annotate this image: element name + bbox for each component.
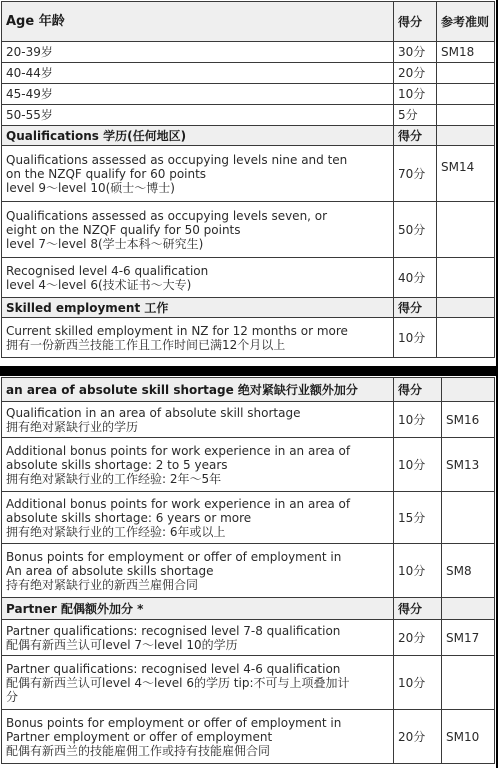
- ref-cell: [442, 656, 495, 710]
- description-line: Additional bonus points for work experience in an area of: [6, 443, 351, 458]
- score-cell: 20分: [394, 63, 437, 84]
- table-row: [2, 105, 495, 126]
- description-line: 分: [6, 689, 19, 704]
- description-line: eight on the NZQF qualify for 50 points: [6, 222, 241, 237]
- table-row: [2, 42, 495, 63]
- description-line: 配偶有新西兰认可level 7～level 10的学历: [6, 637, 238, 652]
- ref-cell: SM10: [442, 710, 495, 764]
- partner-header-row: [2, 598, 495, 620]
- ref-cell: [437, 318, 495, 358]
- score-cell: 5分: [394, 105, 437, 126]
- section-title: Partner 配偶额外加分 *: [2, 598, 394, 620]
- points-table-1: [1, 1, 495, 358]
- score-cell: 10分: [394, 84, 437, 105]
- score-cell: 10分: [394, 318, 437, 358]
- ref-cell: [442, 492, 495, 544]
- description-line: Recognised level 4-6 qualification: [6, 263, 209, 278]
- score-cell: 15分: [394, 492, 442, 544]
- description-cell: [2, 202, 394, 258]
- table-row: [2, 318, 495, 358]
- description-line: An area of absolute skills shortage: [6, 563, 214, 578]
- description-cell: [2, 710, 394, 764]
- ref-cell: SM18: [437, 42, 495, 63]
- description-cell: [2, 258, 394, 298]
- description-line: 拥有一份新西兰技能工作且工作时间已满12个月以上: [6, 337, 286, 352]
- separator-band: [0, 366, 498, 376]
- description-line: 配偶有新西兰的技能雇佣工作或持有技能雇佣合同: [6, 743, 271, 758]
- description-cell: [2, 146, 394, 202]
- age-range: 50-55岁: [2, 105, 394, 126]
- score-cell: 40分: [394, 258, 437, 298]
- description-line: 拥有绝对紧缺行业的工作经验: 2年～5年: [6, 471, 222, 486]
- table-row: [2, 258, 495, 298]
- description-cell: [2, 656, 394, 710]
- description-line: Current skilled employment in NZ for 12 months or more: [6, 323, 348, 338]
- section-score-label: 得分: [394, 378, 442, 402]
- description-cell: [2, 402, 394, 438]
- empty-cell: [442, 378, 495, 402]
- description-line: Qualifications assessed as occupying levels seven, or: [6, 208, 328, 223]
- age-header-row: [2, 2, 495, 42]
- description-line: absolute skills shortage: 6 years or more: [6, 510, 252, 525]
- table-row: [2, 146, 495, 202]
- section-score-label: 得分: [394, 598, 442, 620]
- ref-cell: SM8: [442, 544, 495, 598]
- description-cell: [2, 492, 394, 544]
- description-line: on the NZQF qualify for 60 points: [6, 166, 207, 181]
- section-title: Skilled employment 工作: [2, 298, 394, 318]
- score-cell: 10分: [394, 656, 442, 710]
- ref-cell: SM13: [442, 438, 495, 492]
- table-row: [2, 492, 495, 544]
- age-range: 20-39岁: [2, 42, 394, 63]
- section-score-label: 得分: [394, 298, 437, 318]
- empty-cell: [437, 298, 495, 318]
- description-line: Qualification in an area of absolute skill shortage: [6, 405, 301, 420]
- table-row: [2, 710, 495, 764]
- section-score-label: 得分: [394, 126, 437, 146]
- description-line: Partner qualifications: recognised level 4-6 qualification: [6, 661, 341, 676]
- ref-cell: SM14: [437, 146, 495, 202]
- score-cell: 10分: [394, 438, 442, 492]
- ref-cell: [437, 258, 495, 298]
- description-line: level 7～level 8(学士本科～研究生): [6, 236, 204, 251]
- score-cell: 30分: [394, 42, 437, 63]
- description-line: Partner employment or offer of employment: [6, 729, 273, 744]
- score-cell: 20分: [394, 620, 442, 656]
- ref-cell: [437, 202, 495, 258]
- description-line: level 4～level 6(技术证书～大专): [6, 277, 192, 292]
- description-cell: [2, 318, 394, 358]
- ref-cell: [437, 84, 495, 105]
- description-line: 拥有绝对紧缺行业的工作经验: 6年或以上: [6, 524, 226, 539]
- table-row: [2, 544, 495, 598]
- age-header-score: 得分: [394, 2, 437, 42]
- table-row: [2, 438, 495, 492]
- employment-header-row: [2, 298, 495, 318]
- table-row: [2, 202, 495, 258]
- description-line: 拥有绝对紧缺行业的学历: [6, 419, 139, 434]
- ref-cell: SM17: [442, 620, 495, 656]
- description-cell: [2, 438, 394, 492]
- table-row: [2, 656, 495, 710]
- qualifications-header-row: [2, 126, 495, 146]
- age-range: 40-44岁: [2, 63, 394, 84]
- shortage-header-row: [2, 378, 495, 402]
- description-line: Additional bonus points for work experience in an area of: [6, 496, 351, 511]
- score-cell: 20分: [394, 710, 442, 764]
- age-range: 45-49岁: [2, 84, 394, 105]
- ref-cell: SM16: [442, 402, 495, 438]
- table-row: [2, 620, 495, 656]
- description-line: level 9～level 10(硕士～博士): [6, 180, 175, 195]
- table-row: [2, 402, 495, 438]
- age-header-ref: 参考准则: [437, 2, 495, 42]
- description-cell: [2, 620, 394, 656]
- description-line: absolute skills shortage: 2 to 5 years: [6, 457, 228, 472]
- table-row: [2, 63, 495, 84]
- ref-cell: [437, 105, 495, 126]
- description-line: Bonus points for employment or offer of employment in: [6, 715, 342, 730]
- score-cell: 50分: [394, 202, 437, 258]
- empty-cell: [437, 126, 495, 146]
- section-title: an area of absolute skill shortage 绝对紧缺行业额外加分: [2, 378, 394, 402]
- description-cell: [2, 544, 394, 598]
- points-table-2: [1, 377, 495, 764]
- score-cell: 10分: [394, 544, 442, 598]
- score-cell: 10分: [394, 402, 442, 438]
- score-cell: 70分: [394, 146, 437, 202]
- ref-cell: [437, 63, 495, 84]
- section-title: Qualifications 学历(任何地区): [2, 126, 394, 146]
- table-row: [2, 84, 495, 105]
- description-line: Qualifications assessed as occupying levels nine and ten: [6, 152, 348, 167]
- description-line: Partner qualifications: recognised level 7-8 qualification: [6, 623, 341, 638]
- description-line: Bonus points for employment or offer of employment in: [6, 549, 342, 564]
- empty-cell: [442, 598, 495, 620]
- description-line: 配偶有新西兰认可level 4～level 6的学历 tip:不可与上项叠加计: [6, 675, 350, 690]
- age-header-title: Age 年龄: [2, 2, 394, 42]
- description-line: 持有绝对紧缺行业的新西兰雇佣合同: [6, 577, 199, 592]
